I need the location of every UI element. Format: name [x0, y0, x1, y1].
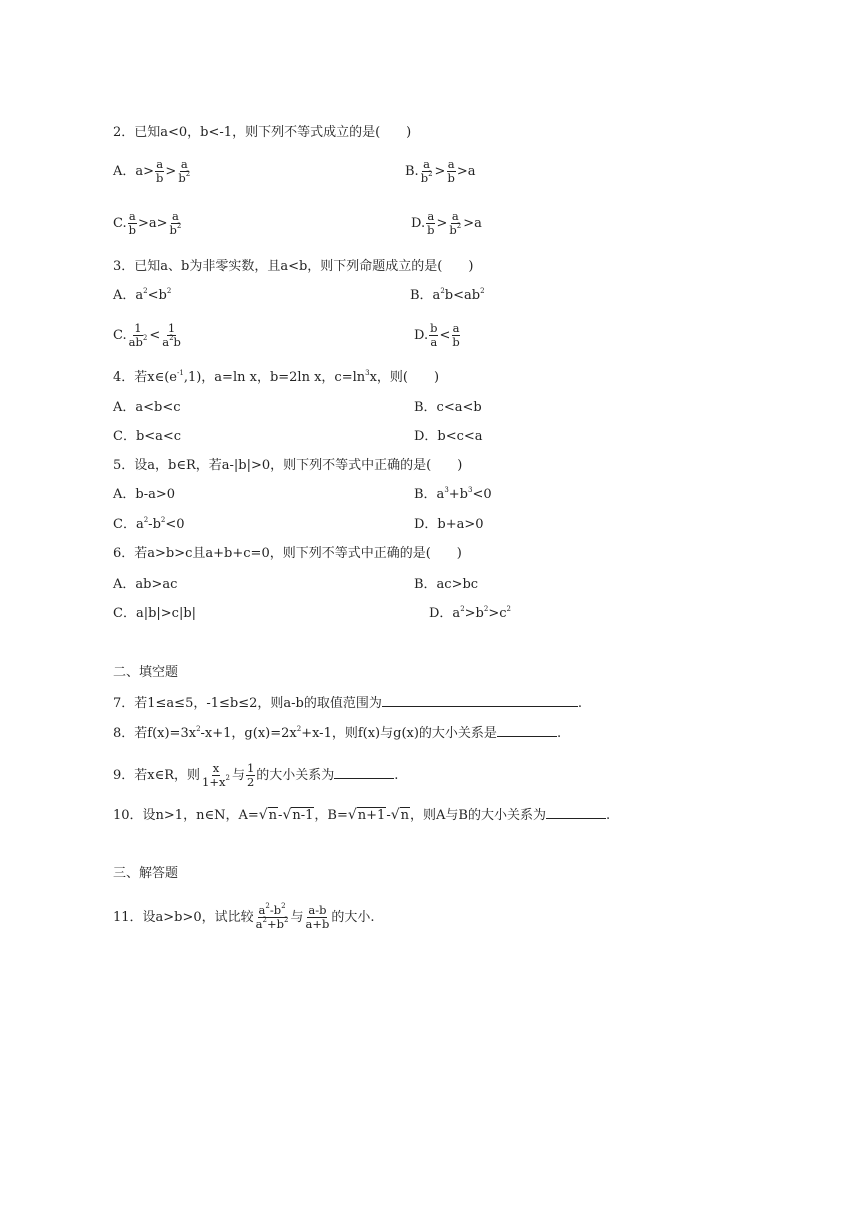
- fraction: $\frac{1}{a^2b}$: [162, 321, 181, 349]
- fraction: $\frac{x}{1+x^2}$: [202, 761, 230, 789]
- q6-option-a: A．ab>ac: [113, 577, 178, 592]
- fraction: $\frac{a}{b^2}$: [169, 209, 182, 237]
- q4-option-b: B．c<a<b: [414, 400, 482, 415]
- answer-blank[interactable]: [497, 724, 557, 737]
- fraction: $\frac{a}{b}$: [427, 209, 435, 237]
- q6-option-c: C．a|b|>c|b|: [113, 606, 197, 621]
- fraction: $\frac{1}{ab^2}$: [128, 321, 148, 349]
- q2-option-b: B. $\frac{a}{b^2}$ > $\frac{a}{b}$ >a: [405, 157, 476, 185]
- q3-option-b: B．$a^2b<ab^2$: [410, 287, 485, 303]
- q11: 11．设a>b>0，试比较 $\frac{a^2-b^2}{a^2+b^2}$ 与 $\frac{a-b}{a+b}$ 的大小.: [113, 902, 375, 931]
- q5-option-c: C．$a^2-b^2<0$: [113, 516, 185, 532]
- fraction: $\frac{a}{b^2}$: [178, 157, 191, 185]
- section-heading-solve: 三、解答题: [113, 866, 179, 881]
- answer-blank[interactable]: [546, 806, 606, 819]
- fraction: $\frac{a^2-b^2}{a^2+b^2}$: [255, 902, 289, 931]
- answer-blank[interactable]: [334, 766, 394, 779]
- q4-option-d: D．b<c<a: [414, 429, 483, 444]
- q2-stem: 2．已知a<0，b<-1，则下列不等式成立的是( ): [113, 125, 412, 140]
- fraction: $\frac{a-b}{a+b}$: [305, 903, 330, 931]
- section-heading-fill-in: 二、填空题: [113, 665, 179, 680]
- q4-option-a: A．a<b<c: [113, 400, 181, 415]
- q5-option-b: B．$a^3+b^3<0$: [414, 486, 492, 502]
- q2-a-prefix: A．a>: [113, 164, 155, 179]
- sqrt: √n-1: [282, 807, 314, 823]
- q4-stem: 4．若$x\in(e^{-1},1)$，a=ln x，b=2ln x，$c=\ln^3x$，则( ): [113, 369, 440, 385]
- q2-option-d: D. $\frac{a}{b}$ > $\frac{a}{b^2}$ >a: [411, 209, 482, 237]
- q6-option-d: D．$a^2>b^2>c^2$: [429, 605, 511, 621]
- q6-option-b: B．ac>bc: [414, 577, 479, 592]
- q2-option-a: A．a> $\frac{a}{b}$ > $\frac{a}{b^2}$: [113, 157, 191, 185]
- sqrt: √n: [390, 807, 410, 823]
- fraction: $\frac{a}{b}$: [452, 321, 460, 349]
- q3-option-c: C. $\frac{1}{ab^2}$ < $\frac{1}{a^2b}$: [113, 321, 181, 349]
- q8: 8．若$f(x)=3x^2-x+1$，$g(x)=2x^2+x-1$，则f(x)与g(x)的大小关系是 .: [113, 725, 562, 741]
- sqrt: √n: [258, 807, 278, 823]
- q9: 9．若x∈R，则 $\frac{x}{1+x^2}$ 与 $\frac{1}{2}$ 的大小关系为 .: [113, 761, 399, 789]
- q4-option-c: C．b<a<c: [113, 429, 182, 444]
- q5-stem: 5．设a，b∈R，若a-|b|>0，则下列不等式中正确的是( ): [113, 458, 463, 473]
- fraction: $\frac{a}{b}$: [447, 157, 455, 185]
- fraction: $\frac{a}{b^2}$: [420, 157, 433, 185]
- sqrt: √n+1: [347, 807, 386, 823]
- fraction: $\frac{1}{2}$: [246, 761, 255, 789]
- q10: 10．设n>1，n∈N，A=√n-√n-1，B=√n+1-√n，则A与B的大小关系为 .: [113, 807, 611, 823]
- q3-option-d: D. $\frac{b}{a}$ < $\frac{a}{b}$: [414, 321, 460, 349]
- q2-option-c: C. $\frac{a}{b}$ >a> $\frac{a}{b^2}$: [113, 209, 182, 237]
- fraction: $\frac{a}{b^2}$: [449, 209, 462, 237]
- fraction: $\frac{b}{a}$: [430, 321, 438, 349]
- q5-option-d: D．b+a>0: [414, 517, 484, 532]
- fraction: $\frac{a}{b}$: [156, 157, 164, 185]
- answer-blank[interactable]: [382, 694, 578, 707]
- q3-stem: 3．已知a、b为非零实数，且a<b，则下列命题成立的是( ): [113, 259, 474, 274]
- q5-option-a: A．b-a>0: [113, 487, 176, 502]
- fraction: $\frac{a}{b}$: [128, 209, 136, 237]
- q3-option-a: A．$a^2<b^2$: [113, 287, 172, 303]
- q6-stem: 6．若a>b>c且a+b+c=0，则下列不等式中正确的是( ): [113, 546, 462, 561]
- q7: 7．若1≤a≤5，-1≤b≤2，则a-b的取值范围为 .: [113, 696, 582, 711]
